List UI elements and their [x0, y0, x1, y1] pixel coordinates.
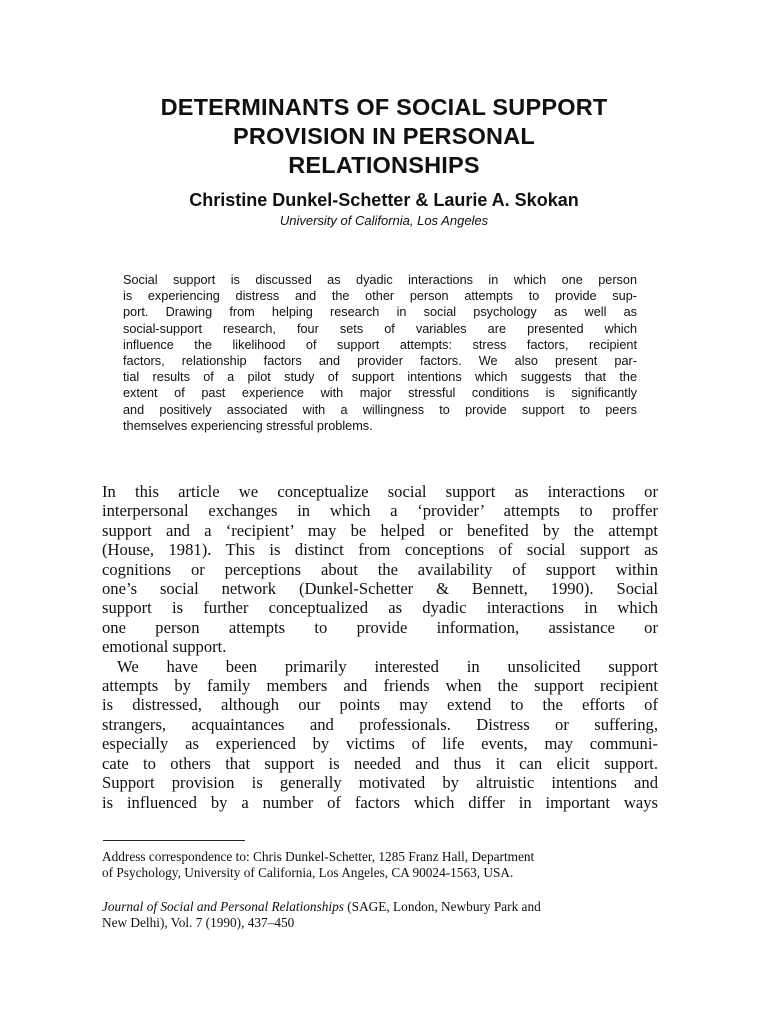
abstract-line: extent of past experience with major stressful conditions is significantly: [123, 386, 637, 401]
body-line: Support provision is generally motivated by altruistic intentions and: [102, 773, 658, 793]
abstract-line: themselves experiencing stressful problems.: [123, 418, 373, 433]
body-line: support and a ‘recipient’ may be helped or benefited by the attempt: [102, 520, 658, 540]
abstract-line: tial results of a pilot study of support intentions which suggests that the: [123, 370, 637, 385]
abstract-line: social-support research, four sets of variables are presented which: [123, 321, 637, 336]
journal-publisher: (SAGE, London, Newbury Park and: [343, 899, 541, 914]
journal-citation: [102, 899, 658, 931]
body-line: one’s social network (Dunkel-Schetter & Bennett, 1990). Social: [102, 579, 658, 599]
body-line: is influenced by a number of factors which differ in important ways: [102, 792, 658, 812]
footnote-line: of Psychology, University of California, Los Angeles, CA 90024-1563, USA.: [102, 865, 514, 881]
body-line: In this article we conceptualize social support as interactions or: [102, 482, 658, 501]
body-line: one person attempts to provide information, assistance or: [102, 617, 658, 637]
body-line: emotional support.: [102, 637, 227, 657]
abstract-line: Social support is discussed as dyadic interactions in which one person: [123, 273, 637, 287]
body-line: (House, 1981). This is distinct from conceptions of social support as: [102, 540, 658, 560]
body-text: [102, 482, 658, 812]
affiliation: University of California, Los Angeles: [279, 213, 489, 228]
abstract-line: port. Drawing from helping research in social psychology as well as: [123, 305, 637, 320]
abstract-line: and positively associated with a willingness to provide support to peers: [123, 402, 637, 417]
title-line: RELATIONSHIPS: [288, 152, 480, 178]
authors: Christine Dunkel-Schetter & Laurie A. Skokan: [189, 190, 579, 210]
journal-name: Journal of Social and Personal Relationships: [102, 899, 344, 914]
body-line: especially as experienced by victims of life events, may communi-: [102, 734, 658, 754]
article-title: [60, 93, 708, 180]
abstract: [123, 272, 637, 434]
abstract-line: factors, relationship factors and provider factors. We also present par-: [123, 354, 637, 369]
footnote-line: New Delhi), Vol. 7 (1990), 437–450: [102, 915, 295, 931]
title-line: PROVISION IN PERSONAL: [233, 123, 535, 149]
body-line: is distressed, although our points may extend to the efforts of: [102, 695, 658, 715]
title-line: DETERMINANTS OF SOCIAL SUPPORT: [160, 94, 608, 120]
body-line: strangers, acquaintances and professionals. Distress or suffering,: [102, 714, 658, 734]
body-line: attempts by family members and friends when the support recipient: [102, 676, 658, 696]
abstract-line: is experiencing distress and the other person attempts to provide sup-: [123, 289, 637, 304]
abstract-line: influence the likelihood of support attempts: stress factors, recipient: [123, 337, 637, 352]
body-line: cate to others that support is needed and thus it can elicit support.: [102, 753, 658, 773]
body-line: We have been primarily interested in unsolicited support: [117, 656, 658, 676]
footnote-line: Address correspondence to: Chris Dunkel-Schetter, 1285 Franz Hall, Department: [102, 849, 535, 864]
footnote-divider: [103, 840, 245, 841]
body-line: interpersonal exchanges in which a ‘provider’ attempts to proffer: [102, 501, 658, 521]
body-line: cognitions or perceptions about the availability of support within: [102, 559, 658, 579]
correspondence-footnote: [102, 849, 658, 881]
footnote-line: [102, 899, 658, 915]
body-line: support is further conceptualized as dyadic interactions in which: [102, 598, 658, 618]
